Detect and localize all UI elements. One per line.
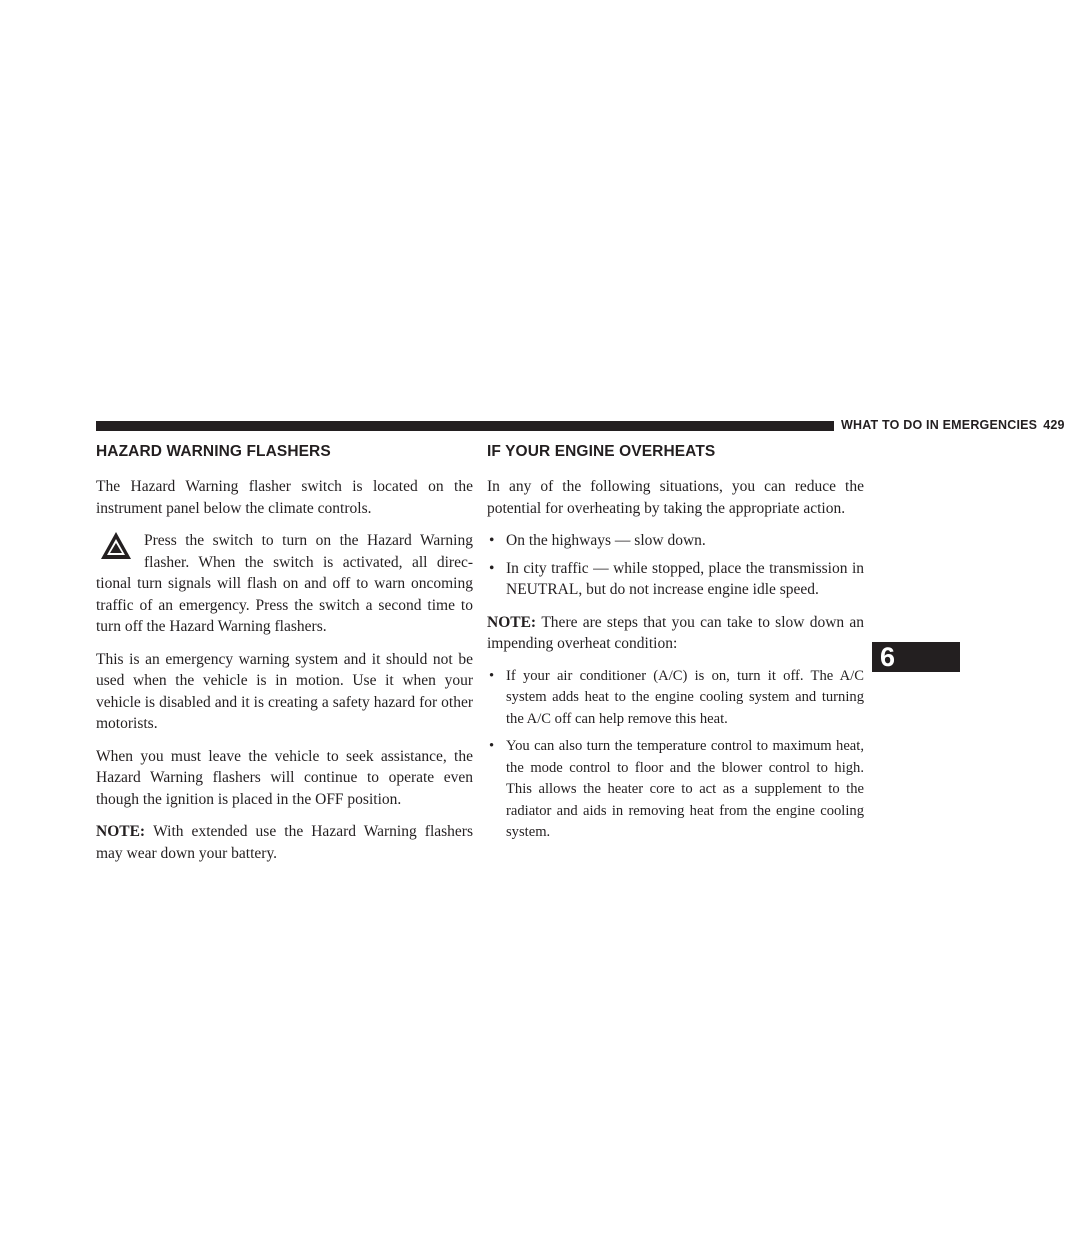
list-item-text: On the highways — slow down. bbox=[506, 532, 706, 549]
right-column bbox=[487, 443, 864, 855]
page-number: 429 bbox=[1043, 418, 1065, 432]
overheat-actions-list bbox=[487, 530, 864, 601]
list-item-text: If your air conditioner (A/C) is on, turn it off. The A/C system adds heat to the engine cooling system and turning the A/C off can help remove this heat. bbox=[506, 667, 864, 727]
hazard-line-2: flasher. When the switch is activated, all direc- bbox=[144, 553, 473, 571]
emergency-system-paragraph: This is an emergency warning system and it should not be used when the vehicle is in motion. Use it when your vehicle is disabled and it is creating a safety hazard for other motorists. bbox=[96, 650, 473, 732]
bullet: • bbox=[489, 667, 495, 684]
overheat-heading: IF YOUR ENGINE OVERHEATS bbox=[487, 443, 716, 460]
list-item bbox=[487, 530, 864, 552]
list-item-text: In city traffic — while stopped, place the transmission in NEUTRAL, but do not increase engine idle speed. bbox=[506, 559, 864, 598]
overheat-steps-list bbox=[487, 666, 864, 844]
note-label: NOTE: bbox=[96, 823, 146, 840]
bullet: • bbox=[489, 738, 495, 754]
list-item-text: You can also turn the temperature control to maximum heat, the mode control to floor and the blower control to high. This allows the heater core to act as a supplement to the radiator and aids in removing heat from the engine cooling system. bbox=[506, 738, 864, 840]
hazard-line-1: Press the switch to turn on the Hazard Warning bbox=[144, 532, 473, 549]
hazard-switch-paragraph bbox=[96, 530, 473, 638]
hazard-warning-triangle-icon bbox=[96, 530, 144, 570]
leave-vehicle-paragraph: When you must leave the vehicle to seek assistance, the Hazard Warning flashers will continue to operate even though the ignition is placed in the OFF position. bbox=[96, 747, 473, 808]
running-header bbox=[841, 418, 1065, 432]
overheat-intro-paragraph: In any of the following situations, you can reduce the potential for overheating by taking the appropriate action. bbox=[487, 478, 864, 517]
list-item bbox=[487, 666, 864, 731]
list-item bbox=[487, 558, 864, 601]
note-text: There are steps that you can take to slow down an impending overheat condition: bbox=[487, 613, 865, 652]
section-title: WHAT TO DO IN EMERGENCIES bbox=[841, 418, 1038, 432]
note-label: NOTE: bbox=[487, 613, 537, 631]
battery-note bbox=[96, 821, 473, 864]
header-rule bbox=[96, 421, 834, 431]
overheat-note bbox=[487, 612, 864, 655]
bullet: • bbox=[489, 532, 495, 549]
chapter-tab: 6 bbox=[872, 642, 960, 672]
left-column bbox=[96, 443, 473, 875]
list-item bbox=[487, 736, 864, 844]
bullet: • bbox=[489, 559, 495, 577]
hazard-intro-paragraph: The Hazard Warning flasher switch is located on the instrument panel below the climate controls. bbox=[96, 478, 473, 517]
note-text: With extended use the Hazard Warning flashers may wear down your battery. bbox=[96, 823, 473, 862]
hazard-heading: HAZARD WARNING FLASHERS bbox=[96, 443, 331, 460]
hazard-line-rest: tional turn signals will flash on and off to warn oncoming traffic of an emergency. Press the switch a second time to turn off the Hazard Warning flashers. bbox=[96, 575, 473, 635]
